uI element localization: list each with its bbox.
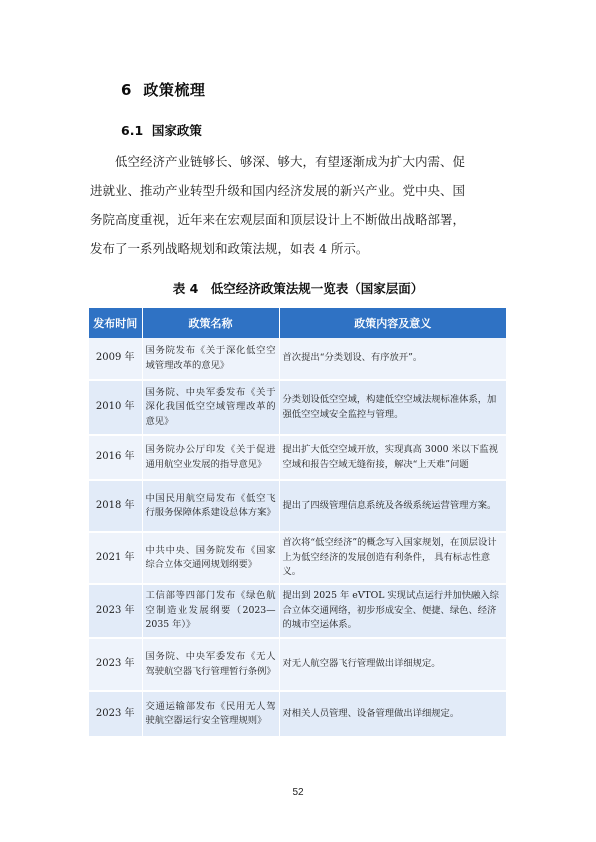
paragraph-line: 发布了一系列战略规划和政策法规，如表 4 所示。 (90, 241, 369, 256)
cell-year: 2009 年 (89, 338, 142, 380)
cell-policy-name: 工信部等四部门发布《绿色航空制造业发展纲要（2023—2035 年）》 (142, 584, 279, 638)
cell-year: 2023 年 (89, 584, 142, 638)
table-row (89, 435, 506, 480)
table-row (89, 584, 506, 638)
cell-policy-content: 对无人航空器飞行管理做出详细规定。 (279, 638, 506, 691)
table-row (89, 691, 506, 737)
header-year: 发布时间 (89, 308, 142, 338)
subsection-number: 6.1 (121, 123, 144, 138)
cell-policy-content: 首次将“低空经济”的概念写入国家规划，在顶层设计上为低空经济的发展创造有利条件， 具有标志性意义。 (279, 532, 506, 584)
cell-policy-name: 国务院、中央军委发布《关于深化我国低空空域管理改革的意见》 (142, 380, 279, 435)
cell-year: 2016 年 (89, 435, 142, 480)
cell-policy-content: 提出到 2025 年 eVTOL 实现试点运行并加快融入综合立体交通网络，初步形成安全、便捷、绿色、经济的城市空运体系。 (279, 584, 506, 638)
cell-policy-content: 首次提出“分类划设、有序放开”。 (279, 338, 506, 380)
table-header-row (89, 308, 506, 338)
table-caption: 表 4 低空经济政策法规一览表（国家层面） (172, 281, 424, 296)
table-row (89, 480, 506, 532)
section-heading (121, 79, 205, 100)
body-paragraph (90, 147, 508, 263)
cell-year: 2010 年 (89, 380, 142, 435)
section-number: 6 (121, 81, 132, 99)
cell-policy-name: 国务院办公厅印发《关于促进通用航空业发展的指导意见》 (142, 435, 279, 480)
cell-year: 2023 年 (89, 691, 142, 737)
cell-policy-name: 中共中央、国务院发布《国家综合立体交通网规划纲要》 (142, 532, 279, 584)
paragraph-line: 低空经济产业链够长、够深、够大，有望逐渐成为扩大内需、促 (115, 154, 466, 169)
cell-policy-name: 中国民用航空局发布《低空飞行服务保障体系建设总体方案》 (142, 480, 279, 532)
cell-year: 2023 年 (89, 638, 142, 691)
cell-policy-content: 对相关人员管理、设备管理做出详细规定。 (279, 691, 506, 737)
cell-policy-content: 提出扩大低空空域开放，实现真高 3000 米以下监视空域和报告空域无缝衔接，解决“上天难”问题 (279, 435, 506, 480)
section-title: 政策梳理 (143, 81, 206, 99)
cell-year: 2018 年 (89, 480, 142, 532)
policy-table (89, 308, 506, 738)
table-row (89, 338, 506, 380)
cell-policy-name: 国务院发布《关于深化低空空域管理改革的意见》 (142, 338, 279, 380)
subsection-heading (121, 121, 202, 139)
table-row (89, 638, 506, 691)
cell-policy-name: 交通运输部发布《民用无人驾驶航空器运行安全管理规则》 (142, 691, 279, 737)
paragraph-line: 进就业、推动产业转型升级和国内经济发展的新兴产业。党中央、国 (90, 183, 466, 198)
cell-policy-content: 分类划设低空空域，构建低空空域法规标准体系，加强低空空域安全监控与管理。 (279, 380, 506, 435)
cell-policy-content: 提出了四级管理信息系统及各级系统运营管理方案。 (279, 480, 506, 532)
cell-policy-name: 国务院、中央军委发布《无人驾驶航空器飞行管理暂行条例》 (142, 638, 279, 691)
header-policy-content: 政策内容及意义 (279, 308, 506, 338)
page-number: 52 (292, 787, 304, 798)
subsection-title: 国家政策 (151, 123, 202, 138)
table-row (89, 532, 506, 584)
cell-year: 2021 年 (89, 532, 142, 584)
header-policy-name: 政策名称 (142, 308, 279, 338)
table-row (89, 380, 506, 435)
paragraph-line: 务院高度重视，近年来在宏观层面和顶层设计上不断做出战略部署， (90, 212, 466, 227)
